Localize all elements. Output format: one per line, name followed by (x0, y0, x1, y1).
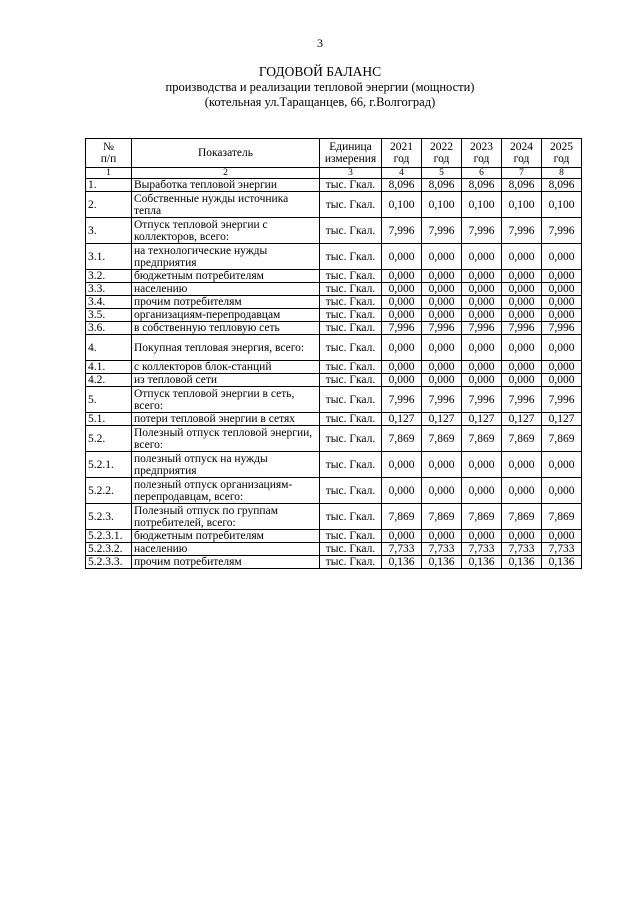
header-unit (320, 139, 382, 168)
header-unit-text: Единица измерения (324, 141, 377, 165)
row-number: 3. (86, 218, 132, 244)
row-number: 1. (86, 179, 132, 192)
row-number: 4. (86, 335, 132, 361)
row-indicator: населению (132, 283, 320, 296)
document-subtitle: производства и реализации тепловой энергии (мощности) (165, 80, 475, 94)
row-value: 0,000 (382, 478, 422, 504)
header-year-2025 (542, 139, 582, 168)
table-row (86, 361, 582, 374)
row-value: 0,000 (462, 452, 502, 478)
header-indicator (132, 139, 320, 168)
header-year-2022 (422, 139, 462, 168)
row-unit: тыс. Гкал. (320, 283, 382, 296)
document-location: (котельная ул.Таращанцев, 66, г.Волгоград) (204, 95, 436, 109)
row-value: 0,000 (502, 478, 542, 504)
column-index: 2 (132, 168, 320, 179)
header-year-text: 2022 год (430, 141, 453, 165)
column-index: 1 (86, 168, 132, 179)
row-value: 7,996 (462, 387, 502, 413)
row-unit: тыс. Гкал. (320, 504, 382, 530)
row-indicator: Отпуск тепловой энергии в сеть, всего: (132, 387, 320, 413)
row-unit: тыс. Гкал. (320, 530, 382, 543)
table-row (86, 530, 582, 543)
row-value: 0,000 (542, 452, 582, 478)
column-index: 4 (382, 168, 422, 179)
row-value: 0,000 (502, 361, 542, 374)
row-value: 0,100 (542, 192, 582, 218)
row-value: 0,000 (462, 335, 502, 361)
row-value: 7,869 (542, 426, 582, 452)
table-row (86, 179, 582, 192)
row-indicator: на технологические нужды предприятия (132, 244, 320, 270)
row-value: 0,000 (542, 374, 582, 387)
row-value: 0,000 (502, 296, 542, 309)
row-unit: тыс. Гкал. (320, 543, 382, 556)
row-value: 0,000 (502, 335, 542, 361)
row-value: 0,100 (502, 192, 542, 218)
header-year-text: 2023 год (470, 141, 493, 165)
row-value: 0,000 (382, 296, 422, 309)
row-value: 0,000 (422, 309, 462, 322)
row-value: 7,733 (502, 543, 542, 556)
row-value: 7,996 (502, 218, 542, 244)
row-value: 7,996 (502, 322, 542, 335)
table-row (86, 556, 582, 569)
row-value: 7,869 (542, 504, 582, 530)
row-number: 3.3. (86, 283, 132, 296)
row-value: 7,996 (542, 218, 582, 244)
row-unit: тыс. Гкал. (320, 387, 382, 413)
row-value: 8,096 (422, 179, 462, 192)
row-value: 7,996 (462, 322, 502, 335)
row-value: 0,000 (382, 452, 422, 478)
row-value: 8,096 (542, 179, 582, 192)
row-number: 5.2.2. (86, 478, 132, 504)
row-unit: тыс. Гкал. (320, 335, 382, 361)
row-unit: тыс. Гкал. (320, 218, 382, 244)
row-value: 0,000 (462, 244, 502, 270)
row-number: 5.2. (86, 426, 132, 452)
row-indicator: полезный отпуск на нужды предприятия (132, 452, 320, 478)
document-title: ГОДОВОЙ БАЛАНС (258, 64, 382, 79)
row-indicator: Покупная тепловая энергия, всего: (132, 335, 320, 361)
row-indicator: потери тепловой энергии в сетях (132, 413, 320, 426)
row-unit: тыс. Гкал. (320, 556, 382, 569)
row-value: 0,000 (422, 296, 462, 309)
row-value: 0,000 (382, 361, 422, 374)
row-value: 0,000 (422, 361, 462, 374)
row-value: 0,100 (462, 192, 502, 218)
row-value: 0,000 (382, 335, 422, 361)
row-value: 0,000 (422, 478, 462, 504)
row-value: 0,000 (382, 530, 422, 543)
row-value: 0,000 (422, 452, 462, 478)
row-value: 7,733 (382, 543, 422, 556)
row-indicator: с коллекторов блок-станций (132, 361, 320, 374)
row-value: 0,000 (422, 244, 462, 270)
row-value: 7,869 (462, 426, 502, 452)
row-value: 0,136 (462, 556, 502, 569)
row-value: 0,000 (502, 452, 542, 478)
header-year-text: 2021 год (390, 141, 413, 165)
row-number: 3.2. (86, 270, 132, 283)
row-value: 0,000 (462, 361, 502, 374)
row-value: 0,127 (382, 413, 422, 426)
table-row (86, 309, 582, 322)
row-value: 7,996 (422, 322, 462, 335)
row-unit: тыс. Гкал. (320, 413, 382, 426)
column-index: 3 (320, 168, 382, 179)
column-index-row (86, 168, 582, 179)
row-value: 0,000 (462, 270, 502, 283)
row-value: 0,000 (542, 283, 582, 296)
row-value: 0,000 (382, 374, 422, 387)
column-index: 5 (422, 168, 462, 179)
table-row (86, 452, 582, 478)
row-value: 8,096 (462, 179, 502, 192)
table-row (86, 322, 582, 335)
row-indicator: из тепловой сети (132, 374, 320, 387)
row-number: 5.1. (86, 413, 132, 426)
row-number: 3.1. (86, 244, 132, 270)
row-unit: тыс. Гкал. (320, 192, 382, 218)
row-indicator: организациям-перепродавцам (132, 309, 320, 322)
table-row (86, 283, 582, 296)
column-index: 7 (502, 168, 542, 179)
row-indicator: в собственную тепловую сеть (132, 322, 320, 335)
row-value: 0,000 (462, 309, 502, 322)
row-value: 7,996 (542, 322, 582, 335)
header-num-text: № п/п (100, 141, 117, 165)
row-value: 0,127 (502, 413, 542, 426)
row-value: 7,869 (502, 426, 542, 452)
row-value: 0,100 (382, 192, 422, 218)
row-number: 2. (86, 192, 132, 218)
row-value: 0,000 (462, 283, 502, 296)
row-value: 0,000 (542, 530, 582, 543)
table-body (86, 179, 582, 569)
header-num (86, 139, 132, 168)
row-indicator: Выработка тепловой энергии (132, 179, 320, 192)
row-number: 3.5. (86, 309, 132, 322)
header-year-2024 (502, 139, 542, 168)
row-value: 0,000 (542, 361, 582, 374)
row-value: 7,996 (502, 387, 542, 413)
table-row (86, 543, 582, 556)
table-row (86, 218, 582, 244)
row-number: 5.2.3.1. (86, 530, 132, 543)
row-value: 0,000 (462, 296, 502, 309)
row-value: 7,996 (382, 387, 422, 413)
row-value: 0,000 (382, 283, 422, 296)
row-value: 0,127 (542, 413, 582, 426)
row-unit: тыс. Гкал. (320, 244, 382, 270)
row-value: 0,000 (422, 270, 462, 283)
row-unit: тыс. Гкал. (320, 374, 382, 387)
row-value: 0,000 (502, 309, 542, 322)
row-number: 3.4. (86, 296, 132, 309)
row-value: 0,000 (462, 478, 502, 504)
row-value: 0,000 (502, 530, 542, 543)
table-row (86, 192, 582, 218)
row-value: 0,000 (542, 335, 582, 361)
table-row (86, 413, 582, 426)
header-indicator-text: Показатель (197, 147, 254, 159)
row-unit: тыс. Гкал. (320, 309, 382, 322)
row-number: 5.2.1. (86, 452, 132, 478)
row-number: 5.2.3. (86, 504, 132, 530)
row-value: 0,000 (462, 530, 502, 543)
row-value: 0,000 (382, 309, 422, 322)
row-value: 0,136 (502, 556, 542, 569)
row-value: 7,869 (422, 426, 462, 452)
header-year-2021 (382, 139, 422, 168)
row-value: 0,000 (462, 374, 502, 387)
row-unit: тыс. Гкал. (320, 270, 382, 283)
row-value: 7,996 (462, 218, 502, 244)
row-indicator: полезный отпуск организациям-перепродавцам, всего: (132, 478, 320, 504)
row-indicator: Отпуск тепловой энергии с коллекторов, всего: (132, 218, 320, 244)
row-value: 7,869 (382, 426, 422, 452)
row-number: 5.2.3.3. (86, 556, 132, 569)
column-index: 8 (542, 168, 582, 179)
table-row (86, 387, 582, 413)
row-indicator: бюджетным потребителям (132, 530, 320, 543)
row-value: 0,136 (382, 556, 422, 569)
row-unit: тыс. Гкал. (320, 361, 382, 374)
row-value: 0,000 (502, 374, 542, 387)
row-indicator: Собственные нужды источника тепла (132, 192, 320, 218)
row-value: 0,000 (542, 478, 582, 504)
row-indicator: бюджетным потребителям (132, 270, 320, 283)
row-indicator: прочим потребителям (132, 296, 320, 309)
title-block (0, 64, 640, 110)
row-unit: тыс. Гкал. (320, 426, 382, 452)
table-row (86, 335, 582, 361)
row-number: 4.2. (86, 374, 132, 387)
row-value: 7,869 (502, 504, 542, 530)
row-value: 0,000 (382, 244, 422, 270)
row-value: 0,100 (422, 192, 462, 218)
table-row (86, 374, 582, 387)
row-value: 7,869 (462, 504, 502, 530)
row-value: 0,000 (422, 530, 462, 543)
row-unit: тыс. Гкал. (320, 452, 382, 478)
row-unit: тыс. Гкал. (320, 322, 382, 335)
table-row (86, 270, 582, 283)
table-row (86, 296, 582, 309)
row-value: 0,127 (422, 413, 462, 426)
row-value: 0,000 (542, 244, 582, 270)
row-value: 7,996 (382, 218, 422, 244)
row-indicator: прочим потребителям (132, 556, 320, 569)
table-row (86, 244, 582, 270)
header-year-text: 2025 год (550, 141, 573, 165)
row-value: 0,000 (502, 270, 542, 283)
row-indicator: Полезный отпуск тепловой энергии, всего: (132, 426, 320, 452)
row-number: 5.2.3.2. (86, 543, 132, 556)
row-value: 0,000 (382, 270, 422, 283)
table-row (86, 504, 582, 530)
row-value: 0,000 (422, 374, 462, 387)
row-value: 8,096 (382, 179, 422, 192)
table-header-row (86, 139, 582, 168)
row-unit: тыс. Гкал. (320, 296, 382, 309)
row-value: 7,996 (542, 387, 582, 413)
row-value: 0,127 (462, 413, 502, 426)
row-value: 7,733 (462, 543, 502, 556)
table-row (86, 426, 582, 452)
header-year-text: 2024 год (510, 141, 533, 165)
row-value: 7,869 (382, 504, 422, 530)
row-value: 0,000 (542, 296, 582, 309)
page-number: 3 (317, 36, 323, 50)
row-number: 4.1. (86, 361, 132, 374)
row-indicator: Полезный отпуск по группам потребителей, всего: (132, 504, 320, 530)
row-unit: тыс. Гкал. (320, 179, 382, 192)
row-value: 0,000 (542, 309, 582, 322)
row-value: 0,000 (422, 335, 462, 361)
row-value: 0,000 (502, 283, 542, 296)
row-value: 0,000 (502, 244, 542, 270)
row-value: 7,733 (422, 543, 462, 556)
row-number: 5. (86, 387, 132, 413)
row-value: 0,136 (542, 556, 582, 569)
row-value: 7,733 (542, 543, 582, 556)
row-value: 8,096 (502, 179, 542, 192)
row-value: 0,136 (422, 556, 462, 569)
balance-table (85, 138, 582, 569)
row-value: 7,869 (422, 504, 462, 530)
row-unit: тыс. Гкал. (320, 478, 382, 504)
row-value: 0,000 (542, 270, 582, 283)
row-value: 7,996 (422, 387, 462, 413)
row-value: 7,996 (382, 322, 422, 335)
column-index: 6 (462, 168, 502, 179)
header-year-2023 (462, 139, 502, 168)
row-number: 3.6. (86, 322, 132, 335)
table-row (86, 478, 582, 504)
row-value: 7,996 (422, 218, 462, 244)
row-value: 0,000 (422, 283, 462, 296)
row-indicator: населению (132, 543, 320, 556)
